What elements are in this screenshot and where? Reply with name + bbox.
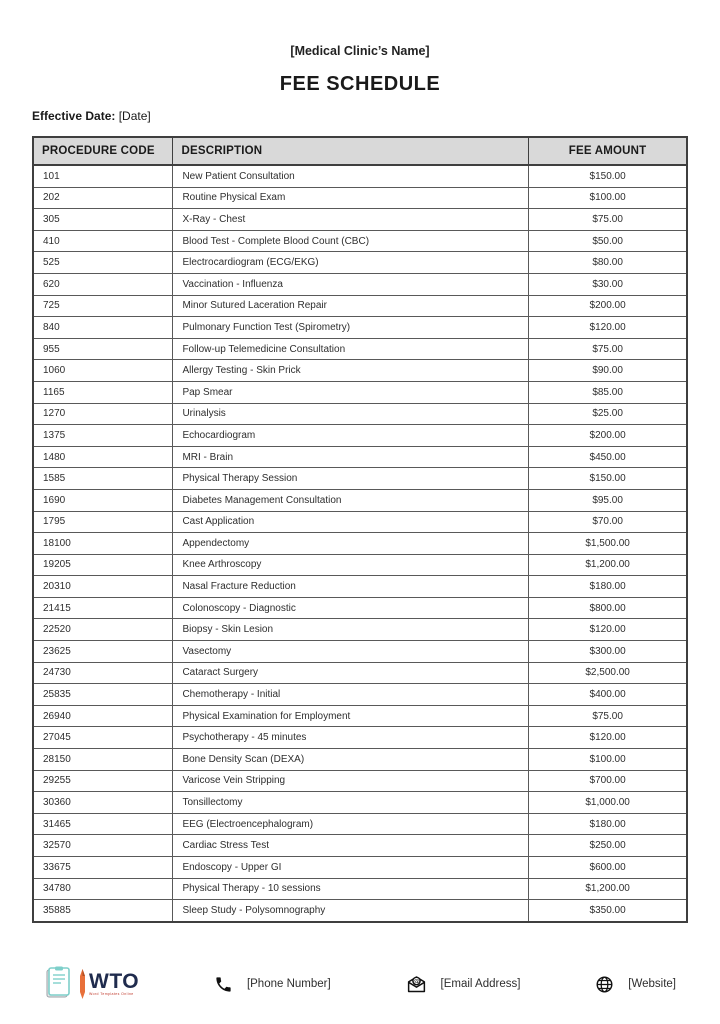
table-row	[33, 792, 687, 814]
fee-amount-cell: $100.00	[529, 187, 687, 209]
description-cell: Physical Examination for Employment	[173, 705, 529, 727]
table-row	[33, 295, 687, 317]
description-cell: Cardiac Stress Test	[173, 835, 529, 857]
fee-amount-cell: $75.00	[529, 705, 687, 727]
fee-amount-cell: $1,200.00	[529, 554, 687, 576]
procedure-code-cell: 35885	[33, 900, 173, 922]
procedure-code-cell: 1270	[33, 403, 173, 425]
fee-table-header	[33, 137, 687, 165]
fee-amount-cell: $180.00	[529, 576, 687, 598]
table-row	[33, 857, 687, 879]
table-row	[33, 813, 687, 835]
table-row	[33, 230, 687, 252]
procedure-code-cell: 25835	[33, 684, 173, 706]
fee-amount-cell: $400.00	[529, 684, 687, 706]
table-row	[33, 835, 687, 857]
description-cell: Allergy Testing - Skin Prick	[173, 360, 529, 382]
description-header: DESCRIPTION	[173, 137, 529, 165]
procedure-code-cell: 20310	[33, 576, 173, 598]
description-cell: Minor Sutured Laceration Repair	[173, 295, 529, 317]
globe-icon	[595, 975, 614, 994]
table-row	[33, 468, 687, 490]
phone-contact	[214, 975, 331, 994]
email-address-placeholder: [Email Address]	[440, 978, 521, 990]
table-row	[33, 252, 687, 274]
procedure-code-cell: 24730	[33, 662, 173, 684]
phone-icon	[214, 975, 233, 994]
table-row	[33, 338, 687, 360]
description-cell: X-Ray - Chest	[173, 209, 529, 231]
procedure-code-cell: 1690	[33, 489, 173, 511]
fee-amount-cell: $150.00	[529, 165, 687, 187]
table-row	[33, 619, 687, 641]
description-cell: Knee Arthroscopy	[173, 554, 529, 576]
description-cell: Pulmonary Function Test (Spirometry)	[173, 317, 529, 339]
procedure-code-cell: 19205	[33, 554, 173, 576]
fee-amount-cell: $80.00	[529, 252, 687, 274]
table-row	[33, 381, 687, 403]
brand-name: WTO	[89, 970, 140, 994]
description-cell: Endoscopy - Upper GI	[173, 857, 529, 879]
procedure-code-cell: 410	[33, 230, 173, 252]
procedure-code-cell: 18100	[33, 533, 173, 555]
fee-amount-cell: $1,000.00	[529, 792, 687, 814]
description-cell: Colonoscopy - Diagnostic	[173, 597, 529, 619]
fee-amount-cell: $350.00	[529, 900, 687, 922]
procedure-code-cell: 1060	[33, 360, 173, 382]
document-icon	[42, 966, 76, 1002]
description-cell: Pap Smear	[173, 381, 529, 403]
table-row	[33, 554, 687, 576]
table-row	[33, 209, 687, 231]
procedure-code-cell: 1165	[33, 381, 173, 403]
description-cell: Cast Application	[173, 511, 529, 533]
fee-amount-cell: $75.00	[529, 338, 687, 360]
description-cell: Sleep Study - Polysomnography	[173, 900, 529, 922]
procedure-code-cell: 525	[33, 252, 173, 274]
procedure-code-cell: 1480	[33, 446, 173, 468]
table-row	[33, 705, 687, 727]
description-cell: Psychotherapy - 45 minutes	[173, 727, 529, 749]
table-row	[33, 662, 687, 684]
description-cell: Biopsy - Skin Lesion	[173, 619, 529, 641]
fee-amount-cell: $1,200.00	[529, 878, 687, 900]
description-cell: Tonsillectomy	[173, 792, 529, 814]
table-row	[33, 533, 687, 555]
table-row	[33, 576, 687, 598]
fee-amount-cell: $450.00	[529, 446, 687, 468]
fee-amount-cell: $200.00	[529, 425, 687, 447]
table-row	[33, 597, 687, 619]
procedure-code-cell: 28150	[33, 749, 173, 771]
description-cell: Diabetes Management Consultation	[173, 489, 529, 511]
brand-textblock	[89, 971, 139, 997]
fee-amount-cell: $50.00	[529, 230, 687, 252]
effective-date-value: [Date]	[118, 109, 151, 123]
procedure-code-header: PROCEDURE CODE	[33, 137, 173, 165]
procedure-code-cell: 21415	[33, 597, 173, 619]
description-cell: Appendectomy	[173, 533, 529, 555]
procedure-code-cell: 34780	[33, 878, 173, 900]
website-contact	[595, 975, 676, 994]
table-row	[33, 317, 687, 339]
page-title: FEE SCHEDULE	[279, 73, 441, 95]
table-row	[33, 878, 687, 900]
description-cell: Bone Density Scan (DEXA)	[173, 749, 529, 771]
procedure-code-cell: 27045	[33, 727, 173, 749]
fee-amount-cell: $100.00	[529, 749, 687, 771]
fee-amount-cell: $120.00	[529, 619, 687, 641]
description-cell: Blood Test - Complete Blood Count (CBC)	[173, 230, 529, 252]
table-row	[33, 187, 687, 209]
fee-amount-cell: $700.00	[529, 770, 687, 792]
effective-date-line	[32, 109, 688, 123]
description-cell: Cataract Surgery	[173, 662, 529, 684]
table-row	[33, 749, 687, 771]
table-row	[33, 489, 687, 511]
description-cell: Nasal Fracture Reduction	[173, 576, 529, 598]
table-row	[33, 403, 687, 425]
website-placeholder: [Website]	[628, 978, 676, 990]
fee-amount-cell: $25.00	[529, 403, 687, 425]
description-cell: MRI - Brain	[173, 446, 529, 468]
fee-amount-cell: $2,500.00	[529, 662, 687, 684]
table-row	[33, 770, 687, 792]
description-cell: Varicose Vein Stripping	[173, 770, 529, 792]
table-row	[33, 425, 687, 447]
fee-amount-cell: $250.00	[529, 835, 687, 857]
description-cell: Echocardiogram	[173, 425, 529, 447]
procedure-code-cell: 955	[33, 338, 173, 360]
procedure-code-cell: 31465	[33, 813, 173, 835]
description-cell: Electrocardiogram (ECG/EKG)	[173, 252, 529, 274]
procedure-code-cell: 840	[33, 317, 173, 339]
procedure-code-cell: 305	[33, 209, 173, 231]
fee-amount-header: FEE AMOUNT	[529, 137, 687, 165]
fee-amount-cell: $85.00	[529, 381, 687, 403]
description-cell: Follow-up Telemedicine Consultation	[173, 338, 529, 360]
fee-amount-cell: $70.00	[529, 511, 687, 533]
brand-tagline: Word Templates Online	[89, 992, 134, 997]
fee-amount-cell: $200.00	[529, 295, 687, 317]
email-icon	[406, 974, 427, 995]
description-cell: Chemotherapy - Initial	[173, 684, 529, 706]
procedure-code-cell: 30360	[33, 792, 173, 814]
description-cell: Vaccination - Influenza	[173, 273, 529, 295]
description-cell: EEG (Electroencephalogram)	[173, 813, 529, 835]
clinic-name-placeholder: [Medical Clinic’s Name]	[290, 44, 430, 58]
table-row	[33, 684, 687, 706]
pen-icon	[78, 968, 87, 1000]
fee-amount-cell: $150.00	[529, 468, 687, 490]
header-row	[33, 137, 687, 165]
email-contact	[406, 974, 521, 995]
description-cell: Vasectomy	[173, 641, 529, 663]
procedure-code-cell: 26940	[33, 705, 173, 727]
fee-amount-cell: $600.00	[529, 857, 687, 879]
procedure-code-cell: 32570	[33, 835, 173, 857]
procedure-code-cell: 29255	[33, 770, 173, 792]
description-cell: New Patient Consultation	[173, 165, 529, 187]
description-cell: Physical Therapy Session	[173, 468, 529, 490]
fee-amount-cell: $30.00	[529, 273, 687, 295]
procedure-code-cell: 202	[33, 187, 173, 209]
fee-table-body	[33, 165, 687, 922]
fee-amount-cell: $120.00	[529, 317, 687, 339]
table-row	[33, 446, 687, 468]
procedure-code-cell: 1375	[33, 425, 173, 447]
procedure-code-cell: 725	[33, 295, 173, 317]
table-row	[33, 511, 687, 533]
procedure-code-cell: 33675	[33, 857, 173, 879]
table-row	[33, 641, 687, 663]
fee-amount-cell: $180.00	[529, 813, 687, 835]
table-row	[33, 727, 687, 749]
fee-amount-cell: $90.00	[529, 360, 687, 382]
procedure-code-cell: 1795	[33, 511, 173, 533]
fee-amount-cell: $95.00	[529, 489, 687, 511]
table-row	[33, 273, 687, 295]
procedure-code-cell: 101	[33, 165, 173, 187]
fee-amount-cell: $75.00	[529, 209, 687, 231]
description-cell: Urinalysis	[173, 403, 529, 425]
fee-amount-cell: $300.00	[529, 641, 687, 663]
svg-text:@: @	[412, 976, 420, 985]
procedure-code-cell: 620	[33, 273, 173, 295]
table-row	[33, 360, 687, 382]
procedure-code-cell: 1585	[33, 468, 173, 490]
table-row	[33, 165, 687, 187]
phone-number-placeholder: [Phone Number]	[246, 978, 331, 990]
brand-logo	[42, 966, 139, 1002]
fee-amount-cell: $800.00	[529, 597, 687, 619]
effective-date-label: Effective Date:	[32, 109, 116, 123]
fee-amount-cell: $120.00	[529, 727, 687, 749]
fee-amount-cell: $1,500.00	[529, 533, 687, 555]
description-cell: Physical Therapy - 10 sessions	[173, 878, 529, 900]
procedure-code-cell: 23625	[33, 641, 173, 663]
footer	[0, 966, 720, 1002]
table-row	[33, 900, 687, 922]
fee-schedule-table	[32, 136, 688, 923]
description-cell: Routine Physical Exam	[173, 187, 529, 209]
procedure-code-cell: 22520	[33, 619, 173, 641]
